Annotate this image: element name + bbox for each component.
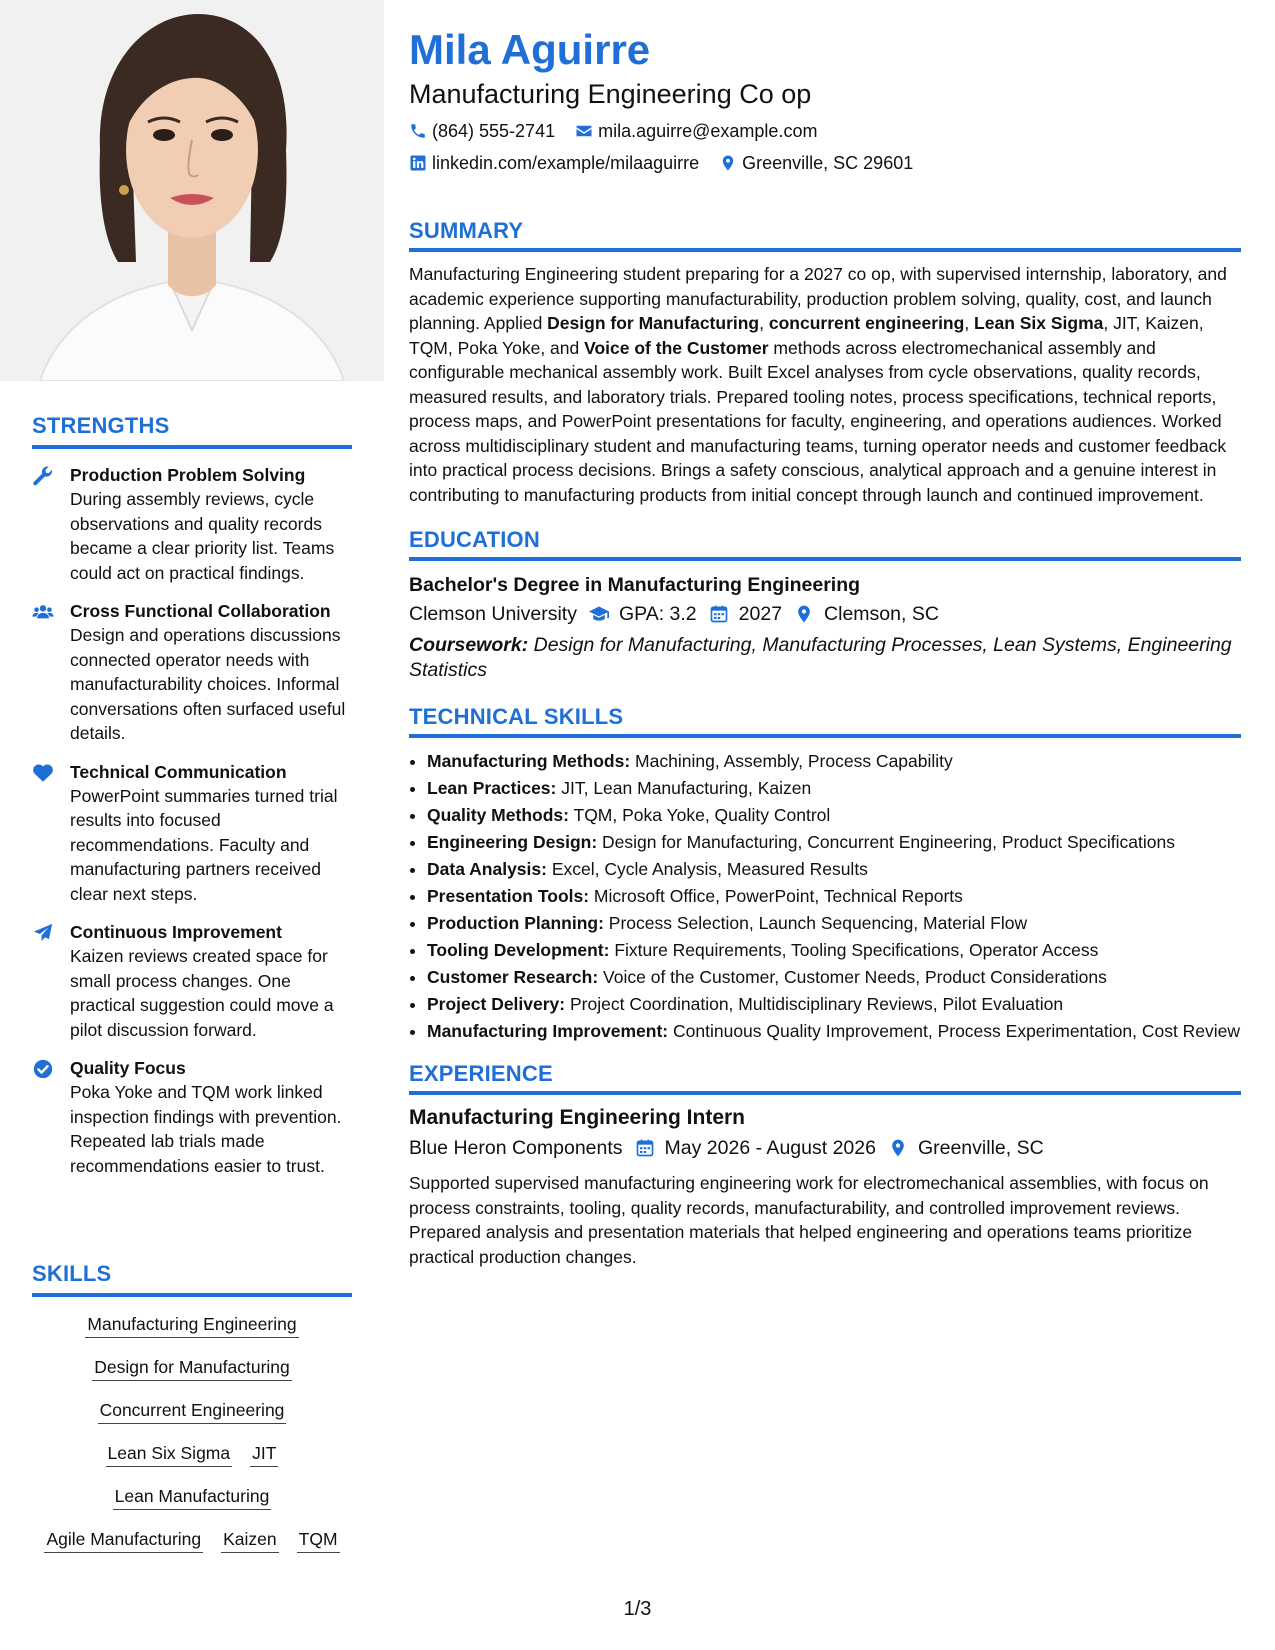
tech-skill-label: Data Analysis: [427, 859, 547, 879]
strength-description: Kaizen reviews created space for small process changes. One practical suggestion could move a pilot discussion forward. [70, 946, 334, 1040]
skill-row [32, 1397, 352, 1424]
tech-skill-value: JIT, Lean Manufacturing, Kaizen [556, 778, 812, 798]
gpa [589, 599, 697, 629]
location-contact [719, 148, 913, 178]
tech-skill-label: Manufacturing Improvement: [427, 1021, 669, 1041]
education-meta [409, 599, 1241, 629]
tech-skill-item [427, 1018, 1241, 1045]
strengths-heading: STRENGTHS [32, 413, 170, 438]
strength-title: Production Problem Solving [70, 465, 306, 485]
strength-item [32, 599, 352, 746]
email-text: mila.aguirre@example.com [598, 121, 818, 141]
map-pin-icon [888, 1138, 908, 1158]
phone-contact[interactable] [409, 116, 555, 146]
strength-title: Quality Focus [70, 1058, 186, 1078]
experience-description: Supported supervised manufacturing engineering work for electromechanical assemblies, with focus on process constraints, tooling, quality records, manufacturability, and controlled improvement reviews. Prepared analysis and presentation materials that helped engineering and operations teams prioritize practical production changes. [409, 1173, 1209, 1267]
experience-section [409, 1061, 1241, 1269]
tech-skill-item [427, 910, 1241, 937]
strength-description: PowerPoint summaries turned trial results into focused recommendations. Faculty and manufacturing partners received clear next steps. [70, 785, 338, 904]
summary-section [409, 218, 1241, 507]
skill-tag: Kaizen [221, 1526, 279, 1553]
technical-skills-heading: TECHNICAL SKILLS [409, 704, 624, 729]
users-icon [32, 599, 70, 746]
tech-skill-label: Project Delivery: [427, 994, 566, 1014]
skill-tag: Lean Six Sigma [106, 1440, 233, 1467]
left-column [0, 0, 384, 1600]
tech-skill-value: Project Coordination, Multidisciplinary Reviews, Pilot Evaluation [565, 994, 1064, 1014]
tech-skill-label: Engineering Design: [427, 832, 598, 852]
tech-skill-label: Customer Research: [427, 967, 599, 987]
map-pin-icon [794, 604, 814, 624]
linkedin-contact[interactable] [409, 148, 699, 178]
summary-part: Lean Six Sigma [974, 313, 1104, 333]
technical-skills-section [409, 704, 1241, 1045]
profile-photo [0, 0, 384, 381]
education-section [409, 527, 1241, 682]
tech-skill-label: Quality Methods: [427, 805, 569, 825]
tech-skill-value: Voice of the Customer, Customer Needs, Product Considerations [598, 967, 1107, 987]
coursework [409, 633, 1241, 682]
tech-skill-item [427, 775, 1241, 802]
summary-part: , JIT, Kaizen, TQM, Poka Yoke, and [409, 313, 1204, 358]
school [409, 599, 577, 629]
graduation-cap-icon [589, 604, 609, 624]
summary-part: , [964, 313, 975, 333]
tech-skill-item [427, 856, 1241, 883]
tech-skill-value: Continuous Quality Improvement, Process Experimentation, Cost Review [668, 1021, 1241, 1041]
gpa-text: GPA: 3.2 [618, 603, 697, 625]
skill-tags [32, 1311, 352, 1553]
contact-row [409, 148, 1241, 178]
company [409, 1133, 623, 1163]
skills-section [32, 1261, 352, 1569]
tech-skill-label: Production Planning: [427, 913, 604, 933]
paper-plane-icon [32, 920, 70, 1042]
tech-skill-label: Presentation Tools: [427, 886, 590, 906]
skill-row [32, 1311, 352, 1338]
degree-title: Bachelor's Degree in Manufacturing Engineering [409, 574, 861, 596]
skills-heading: SKILLS [32, 1261, 112, 1286]
skill-tag: JIT [250, 1440, 278, 1467]
phone-text: (864) 555-2741 [432, 121, 556, 141]
summary-part: Design for Manufacturing [547, 313, 760, 333]
tech-skill-value: TQM, Poka Yoke, Quality Control [568, 805, 831, 825]
summary-part: concurrent engineering [768, 313, 965, 333]
school-name: Clemson University [409, 603, 577, 625]
tech-skill-value: Design for Manufacturing, Concurrent Engineering, Product Specifications [597, 832, 1175, 852]
summary-part: methods across electromechanical assembly and configurable mechanical assembly work. Built Excel analyses from cycle observations, quality records, measured results, and laboratory trials. Prepared tooling notes, process specifications, technical reports, process maps, and PowerPoint presentations for faculty, engineering, and operations audiences. Worked across multidisciplinary student and manufacturing teams, turning operator needs and customer feedback into practical process decisions. Brings a safety conscious, analytical approach and a genuine interest in contributing to manufacturing products from initial concept through launch and continued improvement. [409, 337, 1227, 505]
tech-skill-value: Process Selection, Launch Sequencing, Material Flow [603, 913, 1028, 933]
tech-skill-item [427, 802, 1241, 829]
tech-skill-item [427, 937, 1241, 964]
experience-location-text: Greenville, SC [917, 1137, 1044, 1159]
email-contact[interactable] [575, 116, 817, 146]
tech-skill-value: Fixture Requirements, Tooling Specifications, Operator Access [609, 940, 1099, 960]
experience-meta [409, 1133, 1241, 1163]
section-rule [409, 248, 1241, 252]
dates-text: May 2026 - August 2026 [664, 1137, 876, 1159]
experience-location [888, 1133, 1044, 1163]
candidate-name: Mila Aguirre [409, 26, 651, 73]
skill-tag: Manufacturing Engineering [85, 1311, 298, 1338]
tech-skill-label: Tooling Development: [427, 940, 610, 960]
wrench-icon [32, 463, 70, 585]
skill-row [32, 1354, 352, 1381]
check-circle-icon [32, 1056, 70, 1178]
linkedin-icon [409, 154, 427, 172]
calendar-icon [635, 1138, 655, 1158]
job-title: Manufacturing Engineering Co op [409, 79, 812, 109]
company-name: Blue Heron Components [409, 1137, 623, 1159]
tech-skill-value: Microsoft Office, PowerPoint, Technical Reports [589, 886, 963, 906]
location-text: Greenville, SC 29601 [742, 153, 914, 173]
calendar-icon [709, 604, 729, 624]
experience-title: Manufacturing Engineering Intern [409, 1106, 746, 1129]
heart-icon [32, 760, 70, 907]
section-rule [409, 557, 1241, 561]
section-rule [409, 734, 1241, 738]
strength-item [32, 1056, 352, 1178]
portrait-illustration [0, 0, 384, 381]
page-number: 1/3 [623, 1598, 652, 1620]
map-pin-icon [719, 154, 737, 172]
strengths-section [32, 413, 352, 1192]
contact-row [409, 116, 1241, 146]
skill-tag: Design for Manufacturing [92, 1354, 292, 1381]
phone-icon [409, 122, 427, 140]
strength-title: Cross Functional Collaboration [70, 601, 331, 621]
skill-row [32, 1483, 352, 1510]
skill-row [32, 1526, 352, 1553]
technical-skills-list [409, 748, 1241, 1045]
section-rule [32, 445, 352, 449]
strength-item [32, 463, 352, 585]
year [709, 599, 782, 629]
section-rule [32, 1293, 352, 1297]
tech-skill-item [427, 883, 1241, 910]
strength-item [32, 760, 352, 907]
skill-tag: TQM [297, 1526, 340, 1553]
skill-tag: Concurrent Engineering [98, 1397, 287, 1424]
coursework-text: Design for Manufacturing, Manufacturing Processes, Lean Systems, Engineering Statistics [409, 634, 1232, 681]
experience-dates [635, 1133, 876, 1163]
summary-part: Manufacturing Engineering student preparing for a 2027 co op, with supervised internship, laboratory, and academic experience supporting manufacturability, production problem solving, quality, cost, and launch planning. Applied [409, 264, 1227, 333]
summary-part: Voice of the Customer [584, 337, 769, 358]
linkedin-text: linkedin.com/example/milaaguirre [432, 153, 700, 173]
tech-skill-item [427, 748, 1241, 775]
strengths-list [32, 463, 352, 1178]
strength-description: Poka Yoke and TQM work linked inspection findings with prevention. Repeated lab trials made recommendations easier to trust. [70, 1082, 342, 1176]
strength-description: During assembly reviews, cycle observations and quality records became a clear priority list. Teams could act on practical findings. [70, 489, 335, 583]
skill-row [32, 1440, 352, 1467]
tech-skill-item [427, 829, 1241, 856]
education-heading: EDUCATION [409, 527, 540, 552]
strength-title: Continuous Improvement [70, 922, 282, 942]
tech-skill-value: Machining, Assembly, Process Capability [630, 751, 953, 771]
tech-skill-value: Excel, Cycle Analysis, Measured Results [546, 859, 868, 879]
tech-skill-item [427, 964, 1241, 991]
summary-text [409, 262, 1241, 507]
skill-tag: Lean Manufacturing [113, 1483, 272, 1510]
envelope-icon [575, 122, 593, 140]
skill-tag: Agile Manufacturing [44, 1526, 203, 1553]
summary-heading: SUMMARY [409, 218, 524, 243]
right-column [409, 24, 1241, 1269]
section-rule [409, 1091, 1241, 1095]
edu-location [794, 599, 939, 629]
tech-skill-item [427, 991, 1241, 1018]
tech-skill-label: Manufacturing Methods: [427, 751, 631, 771]
year-text: 2027 [738, 603, 783, 625]
strength-item [32, 920, 352, 1042]
experience-heading: EXPERIENCE [409, 1061, 553, 1086]
tech-skill-label: Lean Practices: [427, 778, 557, 798]
strength-description: Design and operations discussions connected operator needs with manufacturability choices. Informal conversations often surfaced useful details. [70, 625, 346, 743]
strength-title: Technical Communication [70, 761, 287, 782]
coursework-label: Coursework: [409, 634, 529, 656]
edu-location-text: Clemson, SC [824, 603, 939, 625]
summary-part: , [759, 313, 769, 333]
